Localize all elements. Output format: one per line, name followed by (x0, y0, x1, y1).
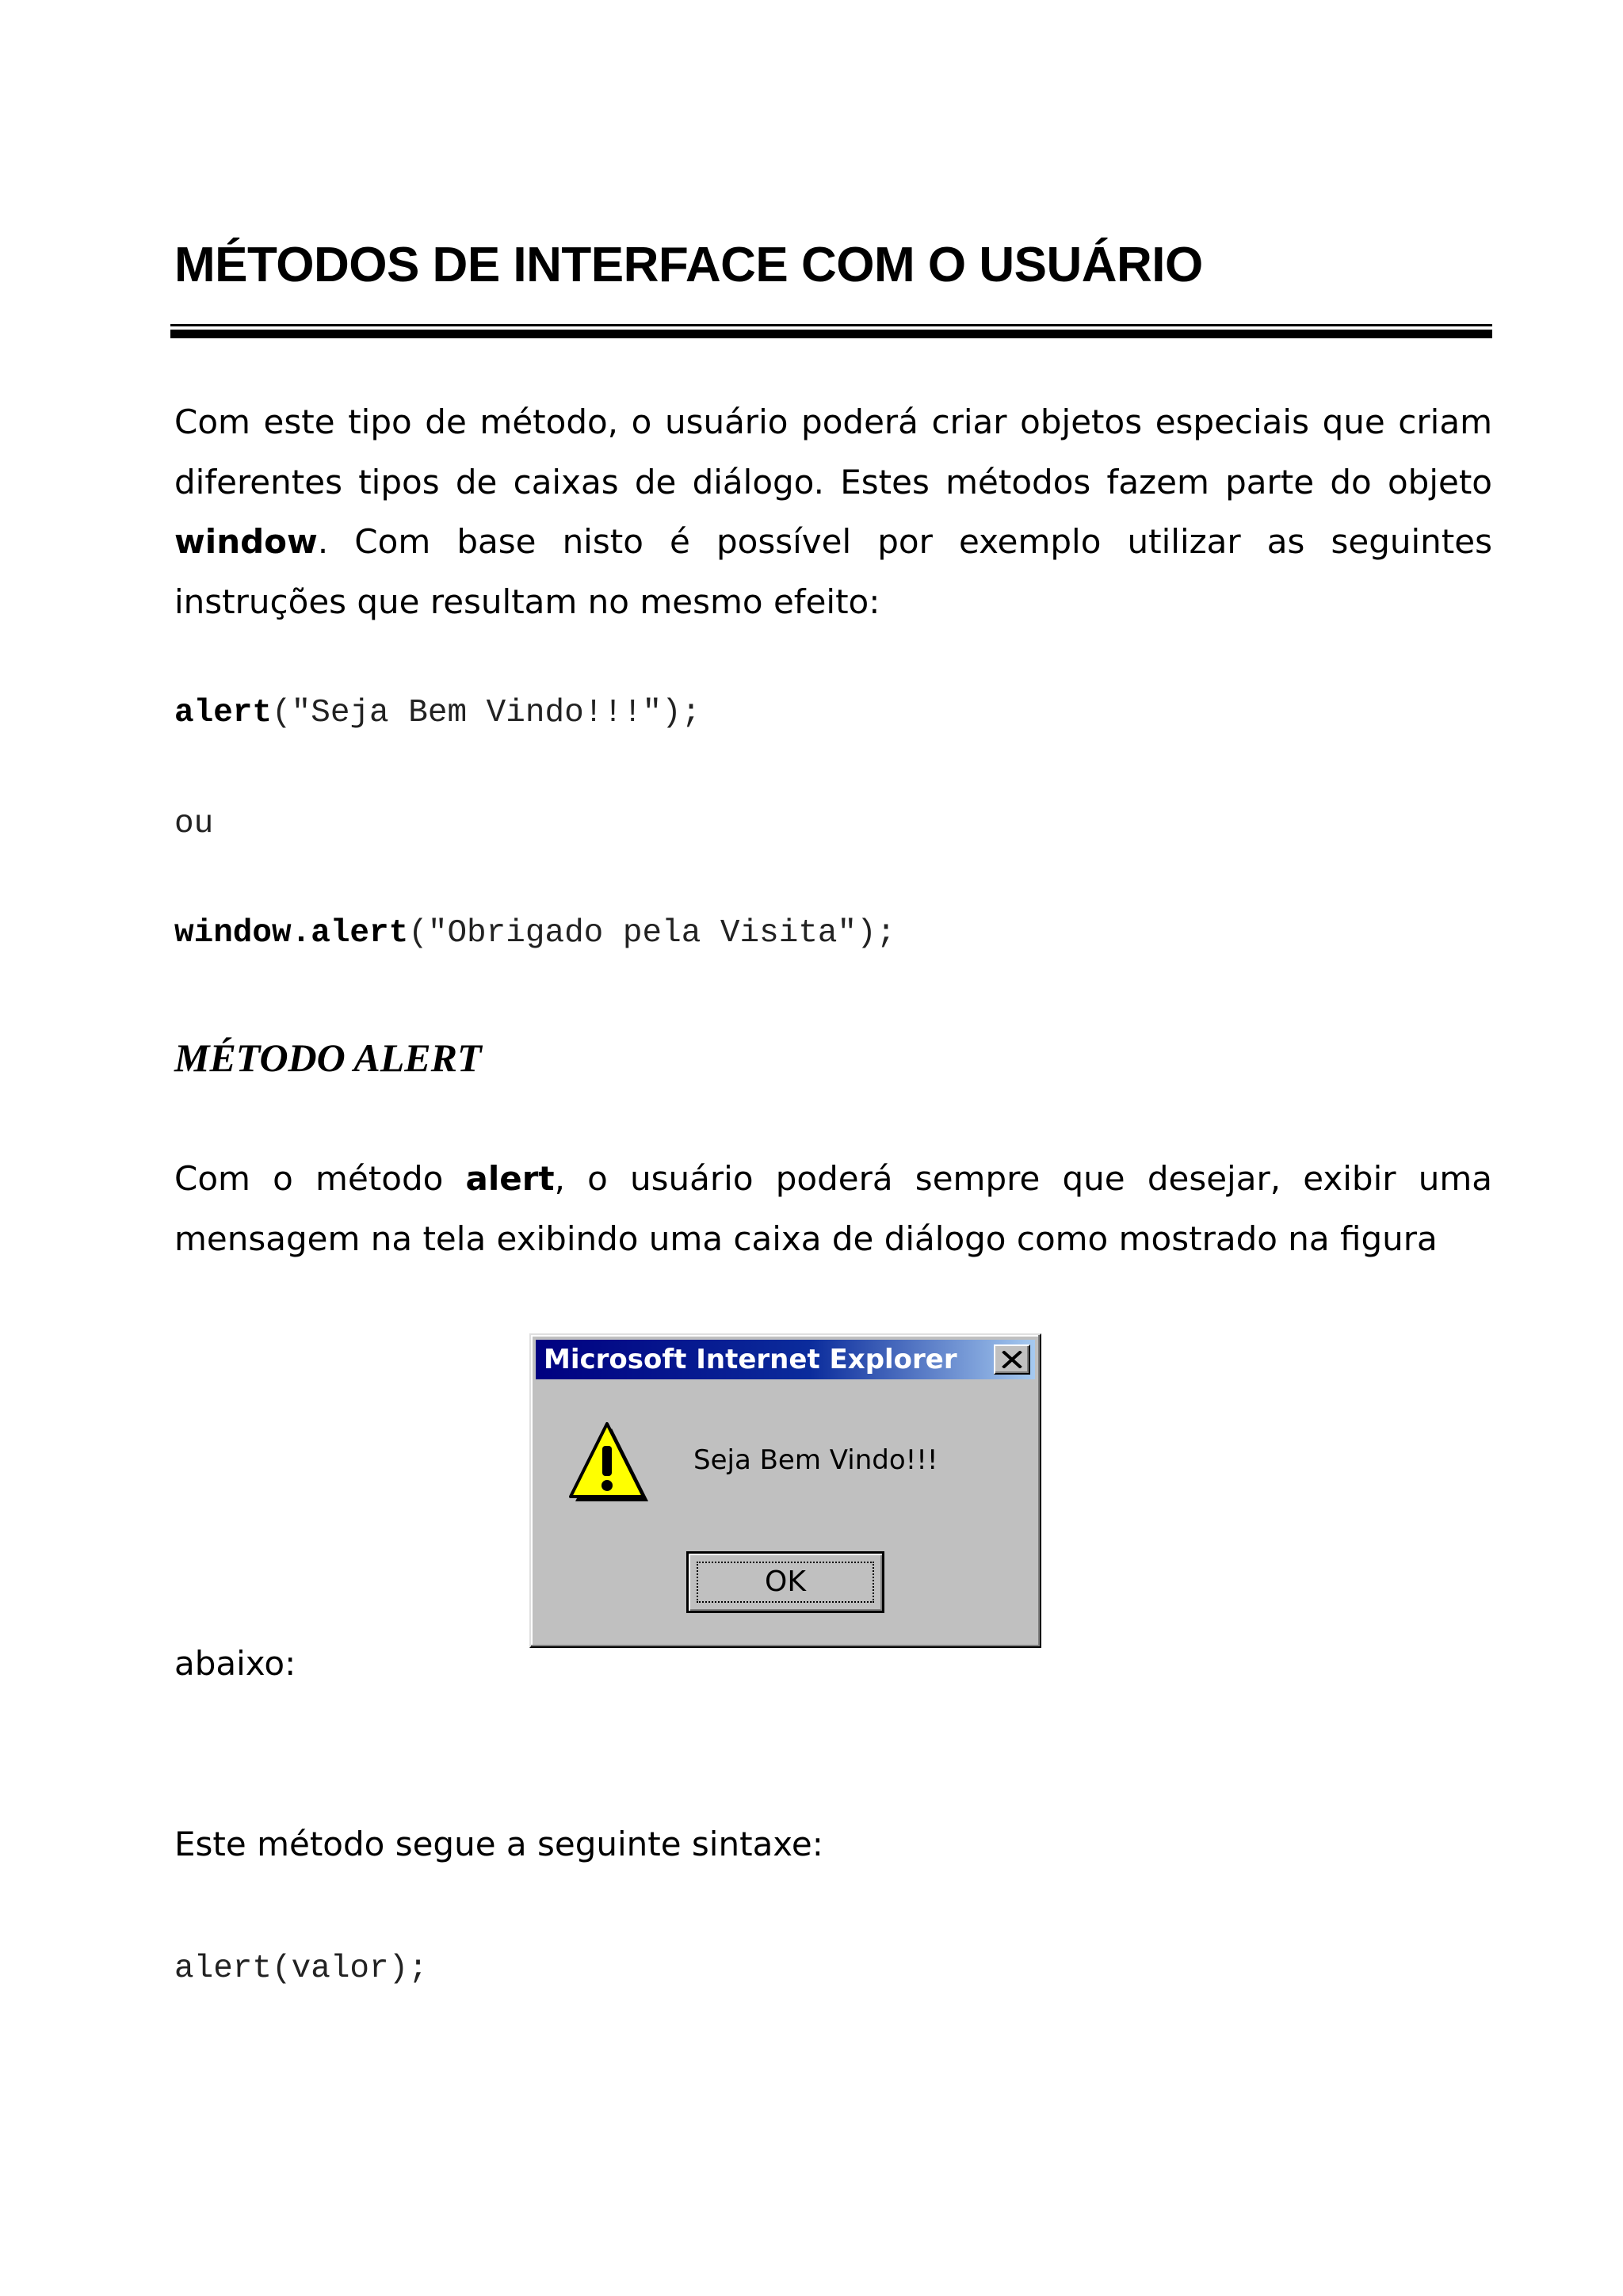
or-text: ou (174, 806, 214, 842)
dialog-titlebar (536, 1340, 1035, 1379)
alert-keyword: alert (465, 1159, 555, 1198)
ok-button[interactable] (686, 1551, 884, 1613)
code-keyword: window.alert (174, 915, 409, 952)
syntax-intro: Este método segue a seguinte sintaxe: (174, 1825, 823, 1863)
code-args: ("Obrigado pela Visita"); (408, 915, 896, 952)
dialog-message: Seja Bem Vindo!!! (693, 1444, 938, 1476)
code-args: ("Seja Bem Vindo!!!"); (272, 695, 701, 731)
syntax-code: alert(valor); (174, 1951, 428, 1987)
intro-paragraph (174, 392, 1492, 631)
page-title: MÉTODOS DE INTERFACE COM O USUÁRIO (174, 238, 1203, 292)
intro-text-2: . Com base nisto é possível por exemplo utilizar as seguintes instruções que resultam no mesmo efeito: (174, 522, 1492, 621)
intro-keyword-window: window (174, 522, 318, 561)
ok-button-label: OK (765, 1566, 806, 1598)
code-example-alert (174, 689, 701, 737)
title-rule-thin (170, 324, 1492, 326)
alert-description (174, 1149, 1492, 1268)
code-example-window-alert (174, 910, 896, 957)
warning-icon (564, 1419, 650, 1505)
intro-text-1: Com este tipo de método, o usuário poderá criar objetos especiais que criam diferentes tipos de caixas de diálogo. Estes métodos fazem parte do objeto (174, 402, 1492, 502)
title-rule-thick (170, 330, 1492, 338)
section-title: MÉTODO ALERT (174, 1035, 482, 1080)
below-text: abaixo: (174, 1644, 296, 1683)
alert-desc-text-1: Com o método (174, 1159, 466, 1198)
alert-dialog-image (529, 1333, 1041, 1648)
dialog-close-button[interactable] (994, 1344, 1030, 1375)
dialog-title: Microsoft Internet Explorer (544, 1344, 957, 1375)
close-icon (1002, 1351, 1022, 1368)
code-keyword: alert (174, 695, 273, 731)
alert-desc-text-2: , o usuário poderá sempre que desejar, exibir uma mensagem na tela exibindo uma caixa de diálogo como mostrado na figura (174, 1159, 1492, 1258)
